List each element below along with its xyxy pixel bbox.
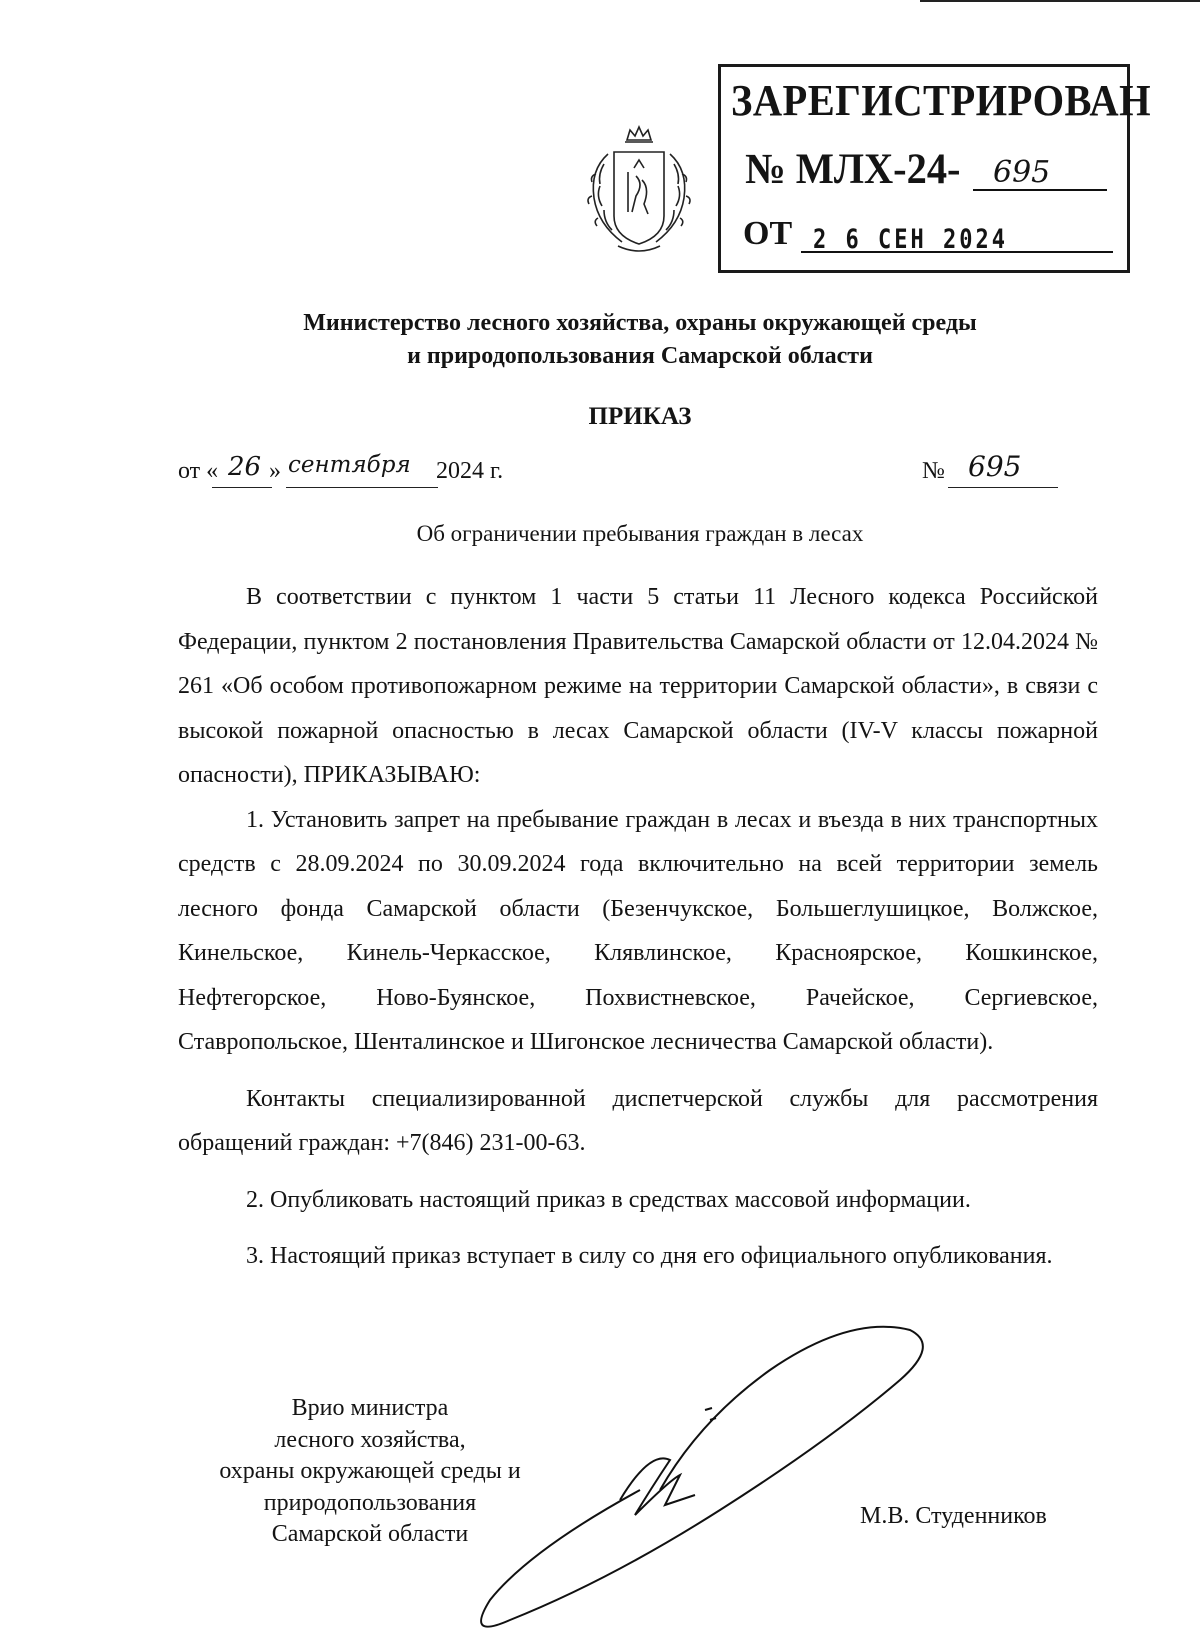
signer-position-line-3: охраны окружающей среды и: [219, 1458, 521, 1484]
stamp-title: ЗАРЕГИСТРИРОВАН: [731, 76, 1152, 125]
date-month-handwritten: сентября: [288, 452, 411, 478]
top-edge-line: [920, 0, 1200, 2]
stamp-date-label: ОТ: [743, 215, 793, 252]
order-number-handwritten: 695: [968, 450, 1022, 483]
month-underline: [286, 487, 438, 488]
stamp-date-value: 2 6 СЕН 2024: [813, 225, 1008, 255]
order-body: [178, 575, 1098, 1279]
contacts-paragraph: Контакты специализированной диспетчерской службы для рассмотрения обращений граждан: +7(846) 231-00-63.: [178, 1085, 1098, 1156]
signer-position-line-5: Самарской области: [271, 1521, 469, 1547]
signer-position-line-4: природопользования: [263, 1489, 477, 1516]
item-3-paragraph: 3. Настоящий приказ вступает в силу со дня его официального опубликования.: [246, 1243, 1053, 1269]
item-1-paragraph: 1. Установить запрет на пребывание граждан в лесах и въезда в них транспортных средств с 28.09.2024 по 30.09.2024 года включительно на всей территории земель лесного фонда Самарской области (Безенчукское, Большеглушицкое, Волжское, Кинельское, Кинель-Черкасское, Клявлинское, Красноярское, Кошкинское, Нефтегорское, Ново-Буянское, Похвистневское, Рачейское, Сергиевское, Ставропольское, Шенталинское и Шигонское лесничества Самарской области).: [178, 806, 1098, 1055]
signer-position-line-1: Врио министра: [291, 1395, 449, 1421]
day-underline: [212, 487, 272, 488]
handwritten-signature-icon: [470, 1300, 970, 1645]
ministry-name: [0, 307, 1200, 373]
order-number-label: №: [922, 458, 945, 484]
date-day-handwritten: 26: [228, 452, 262, 482]
signer-position-line-2: лесного хозяйства,: [274, 1426, 466, 1453]
date-prefix: от «: [178, 458, 219, 484]
preamble-paragraph: В соответствии с пунктом 1 части 5 статьи 11 Лесного кодекса Российской Федерации, пунктом 2 постановления Правительства Самарской области от 12.04.2024 № 261 «Об особом противопожарном режиме на территории Самарской области», в связи с высокой пожарной опасностью в лесах Самарской области (IV-V классы пожарной опасности), ПРИКАЗЫВАЮ:: [178, 584, 1098, 788]
ministry-line-1: Министерство лесного хозяйства, охраны окружающей среды: [303, 310, 977, 336]
date-year: 2024 г.: [436, 458, 504, 484]
order-date-line: [178, 450, 1078, 492]
item-2-paragraph: 2. Опубликовать настоящий приказ в средствах массовой информации.: [246, 1186, 971, 1213]
order-number-underline: [948, 487, 1058, 488]
stamp-number-prefix: № МЛХ-24-: [745, 146, 961, 193]
order-subject: Об ограничении пребывания граждан в лесах: [416, 521, 864, 546]
stamp-number-handwritten: 695: [993, 155, 1051, 190]
ministry-line-2: и природопользования Самарской области: [407, 343, 873, 369]
signer-name: М.В. Студенников: [860, 1503, 1047, 1529]
date-quote-close: »: [269, 458, 281, 484]
registration-stamp: [718, 64, 1152, 273]
document-type-title: ПРИКАЗ: [588, 403, 692, 430]
samara-coat-of-arms-icon: [578, 124, 700, 260]
